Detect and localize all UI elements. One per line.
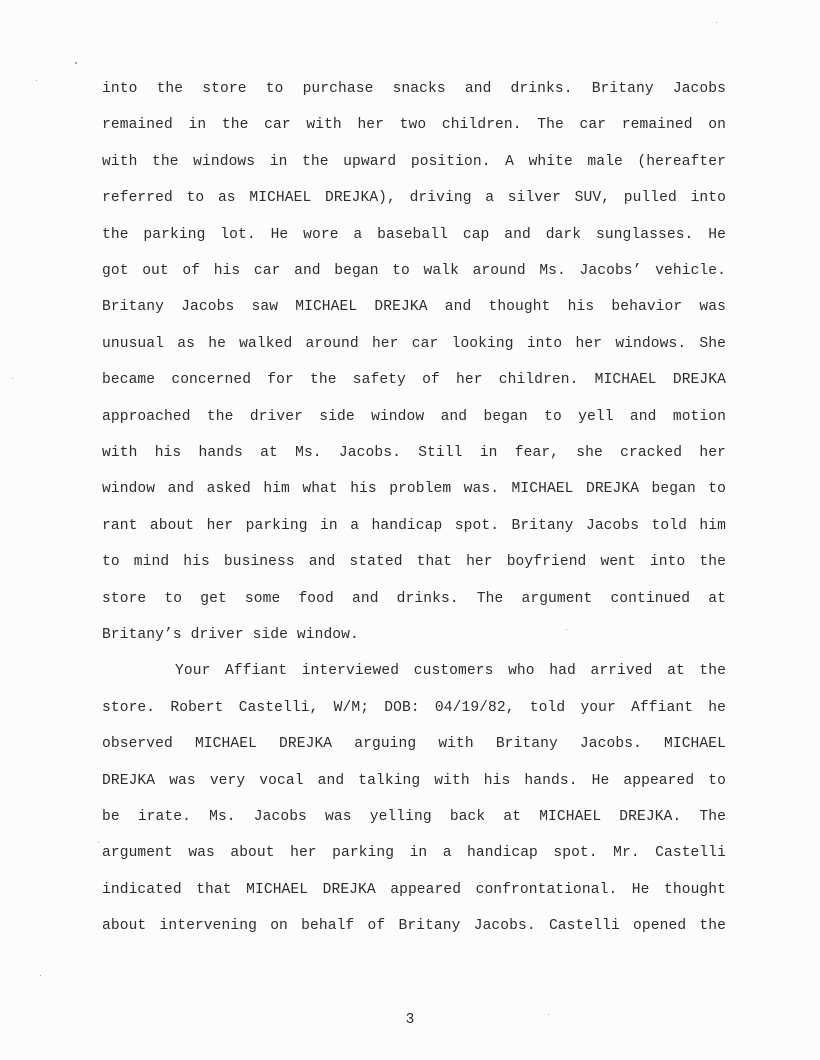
text-line: got out of his car and began to walk around Ms. Jacobs’ vehicle. — [102, 263, 726, 279]
text-line: rant about her parking in a handicap spot. Britany Jacobs told him — [102, 517, 726, 534]
text-line: observed MICHAEL DREJKA arguing with Britany Jacobs. MICHAEL — [102, 736, 726, 753]
text-line: with his hands at Ms. Jacobs. Still in fear, she cracked her — [102, 445, 726, 461]
text-line: store to get some food and drinks. The argument continued at — [102, 590, 726, 607]
text-line: store. Robert Castelli, W/M; DOB: 04/19/82, told your Affiant he — [102, 699, 726, 716]
text-line: approached the driver side window and began to yell and motion — [102, 408, 726, 425]
scan-speck — [36, 80, 37, 81]
text-line: became concerned for the safety of her children. MICHAEL DREJKA — [102, 372, 726, 389]
text-line: indicated that MICHAEL DREJKA appeared confrontational. He thought — [102, 881, 726, 898]
scan-speck — [716, 22, 717, 23]
text-line: referred to as MICHAEL DREJKA), driving a silver SUV, pulled into — [102, 190, 726, 207]
text-line: unusual as he walked around her car looking into her windows. She — [102, 335, 726, 352]
text-line: Britany’s driver side window. — [102, 627, 359, 643]
page-number: 3 — [405, 1012, 415, 1028]
text-line: be irate. Ms. Jacobs was yelling back at MICHAEL DREJKA. The — [102, 809, 726, 825]
text-line: with the windows in the upward position. A white male (hereafter — [102, 153, 726, 170]
scan-speck — [548, 1014, 549, 1015]
text-line: into the store to purchase snacks and drinks. Britany Jacobs — [102, 81, 726, 97]
text-line: DREJKA was very vocal and talking with his hands. He appeared to — [102, 772, 726, 789]
scan-speck — [98, 842, 99, 843]
text-line: about intervening on behalf of Britany Jacobs. Castelli opened the — [102, 918, 726, 935]
scan-speck — [12, 378, 13, 379]
text-line: remained in the car with her two children. The car remained on — [102, 117, 726, 134]
text-line: Britany Jacobs saw MICHAEL DREJKA and thought his behavior was — [102, 299, 726, 316]
scan-speck — [566, 629, 567, 630]
text-line: argument was about her parking in a handicap spot. Mr. Castelli — [102, 845, 726, 862]
text-line: Your Affiant interviewed customers who had arrived at the — [175, 663, 726, 680]
scan-speck — [75, 62, 77, 64]
text-line: window and asked him what his problem was. MICHAEL DREJKA began to — [102, 481, 726, 498]
text-line: to mind his business and stated that her boyfriend went into the — [102, 554, 726, 571]
scan-speck — [40, 975, 41, 976]
text-line: the parking lot. He wore a baseball cap and dark sunglasses. He — [102, 226, 726, 243]
